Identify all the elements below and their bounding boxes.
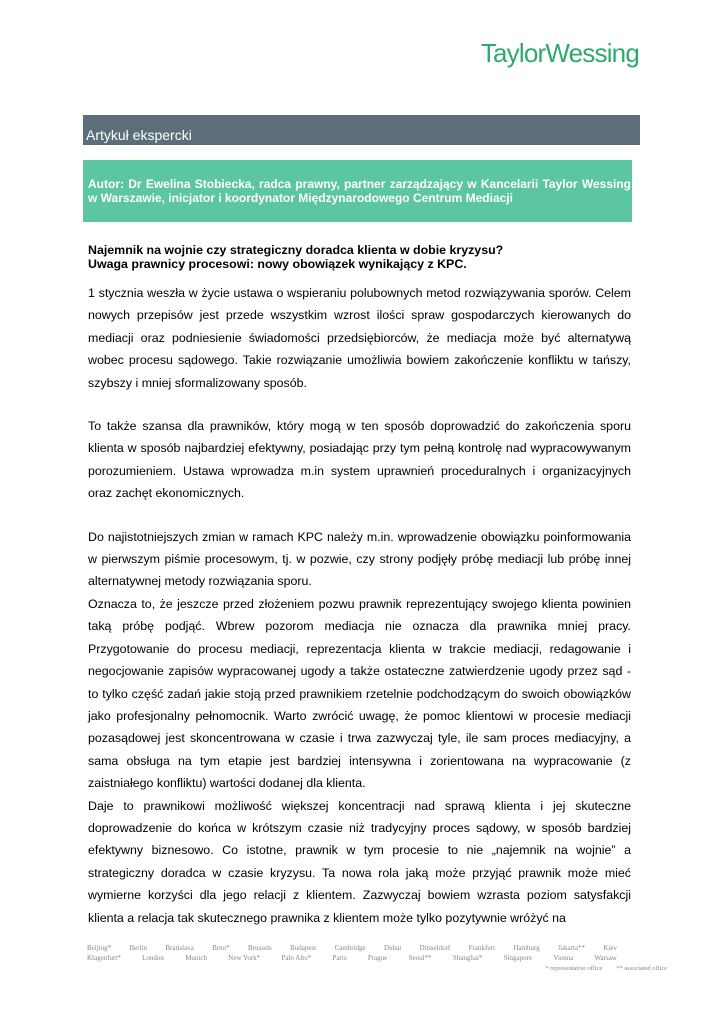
office-name: Kiev [603, 944, 617, 952]
paragraph-2: To także szansa dla prawników, który mogą w ten sposób doprowadzić do zakończenia sporu klienta w sposób najbardziej efektywny, posiadając przy tym pełną kontrolę nad wypracowywanym porozumieniem. Ustawa wprowadza m.in system uprawnień proceduralnych i organizacyjnych oraz zachęt ekonomicznych. [88, 419, 631, 501]
paragraph-4: Oznacza to, że jeszcze przed złożeniem pozwu prawnik reprezentujący swojego klienta powinien taką próbę podjąć. Wbrew pozorom mediacja nie oznacza dla prawnika mniej pracy. Przygotowanie do procesu mediacji, reprezentacja klienta w trakcie mediacji, redagowanie i negocjowanie zapisów wypracowanej ugody a także ostateczne zatwierdzenie ugody przez sąd - to tylko część zadań jakie stoją przed prawnikiem rzetelnie podchodzącym do swoich obowiązków jako profesjonalny pełnomocnik. Warto zwrócić uwagę, że pomoc klientowi w procesie mediacji pozasądowej jest skoncentrowana w czasie i trwa zazwyczaj tyle, ile sam proces mediacyjny, a sama obsługa na tym etapie jest bardziej intensywna i zorientowana na wypracowanie (z zaistniałego konfliktu) wartości dodanej dla klienta. [88, 596, 631, 791]
office-name: Singapore [503, 954, 533, 962]
office-name: Vienna [553, 954, 574, 962]
article-title-line-2: Uwaga prawnicy procesowi: nowy obowiązek wynikający z KPC. [88, 257, 467, 271]
paragraph-3: Do najistotniejszych zmian w ramach KPC należy m.in. wprowadzenie obowiązku poinformowania w pierwszym piśmie procesowym, tj. w pozwie, czy strony podjęły próbę mediacji lub próbę innej alternatywnej metody rozwiązania sporu. [88, 529, 631, 589]
note-representative: * representative office [545, 965, 603, 972]
office-name: Palo Alto* [281, 954, 312, 962]
paragraph-1: 1 stycznia weszła w życie ustawa o wspieraniu polubownych metod rozwiązywania sporów. Celem nowych przepisów jest przede wszystkim wzrost ilości spraw gospodarczych kierowanych do mediacji oraz podniesienie świadomości przedsiębiorców, że mediacja może być alternatywą wobec procesu sądowego. Takie rozwiązanie umożliwia bowiem zakończenie konfliktu w tańszy, szybszy i mniej sformalizowany sposób. [88, 286, 631, 390]
office-name: Berlin [129, 944, 147, 952]
office-name: New York* [228, 954, 261, 962]
office-name: Munich [185, 954, 207, 962]
office-list-footer [87, 943, 667, 974]
office-name: London [142, 954, 164, 962]
article-title [88, 243, 633, 271]
office-name: Prague [367, 954, 388, 962]
office-name: Jakarta** [558, 944, 585, 952]
note-associated: ** associated office [616, 965, 667, 972]
office-name: Düsseldorf [419, 944, 451, 952]
office-row-1 [87, 943, 617, 953]
office-name: Frankfurt [468, 944, 496, 952]
article-body [88, 282, 631, 929]
article-title-line-1: Najemnik na wojnie czy strategiczny doradca klienta w dobie kryzysu? [88, 243, 504, 257]
section-header-bar [83, 115, 640, 145]
office-name: Bratislava [165, 944, 194, 952]
paragraph-5: Daje to prawnikowi możliwość większej koncentracji nad sprawą klienta i jej skuteczne doprowadzenie do końca w krótszym czasie niż tradycyjny proces sądowy, w sposób bardziej efektywny biznesowo. Co istotne, prawnik w tym procesie to nie „najemnik na wojnie” a strategiczny doradca w czasie kryzysu. Ta nowa rola jaką może przyjąć prawnik może mieć wymierne korzyści dla jego relacji z klientem. Zazwyczaj bowiem wzrasta poziom satysfakcji klienta a relacja tak skutecznego prawnika z klientem może tylko pozytywnie wróżyć na [88, 798, 631, 925]
office-name: Warsaw [594, 954, 617, 962]
author-text: Autor: Dr Ewelina Stobiecka, radca prawny, partner zarządzający w Kancelarii Taylor Wessing w Warszawie, inicjator i koordynator Międzynarodowego Centrum Mediacji [88, 177, 631, 205]
author-box [83, 160, 632, 222]
section-title: Artykuł ekspercki [86, 127, 192, 143]
office-name: Budapest [290, 944, 317, 952]
office-name: Paris [332, 954, 347, 962]
office-name: Shanghai* [452, 954, 483, 962]
taylorwessing-logo: TaylorWessing [480, 38, 639, 68]
office-name: Cambridge [334, 944, 366, 952]
office-row-2 [87, 953, 617, 963]
office-name: Dubai [384, 944, 402, 952]
office-name: Hamburg [513, 944, 540, 952]
office-name: Brno* [212, 944, 230, 952]
office-name: Seoul** [408, 954, 432, 962]
office-notes [87, 964, 667, 974]
office-name: Klagenfurt* [87, 954, 121, 962]
office-name: Beijing* [87, 944, 112, 952]
office-name: Brussels [248, 944, 272, 952]
